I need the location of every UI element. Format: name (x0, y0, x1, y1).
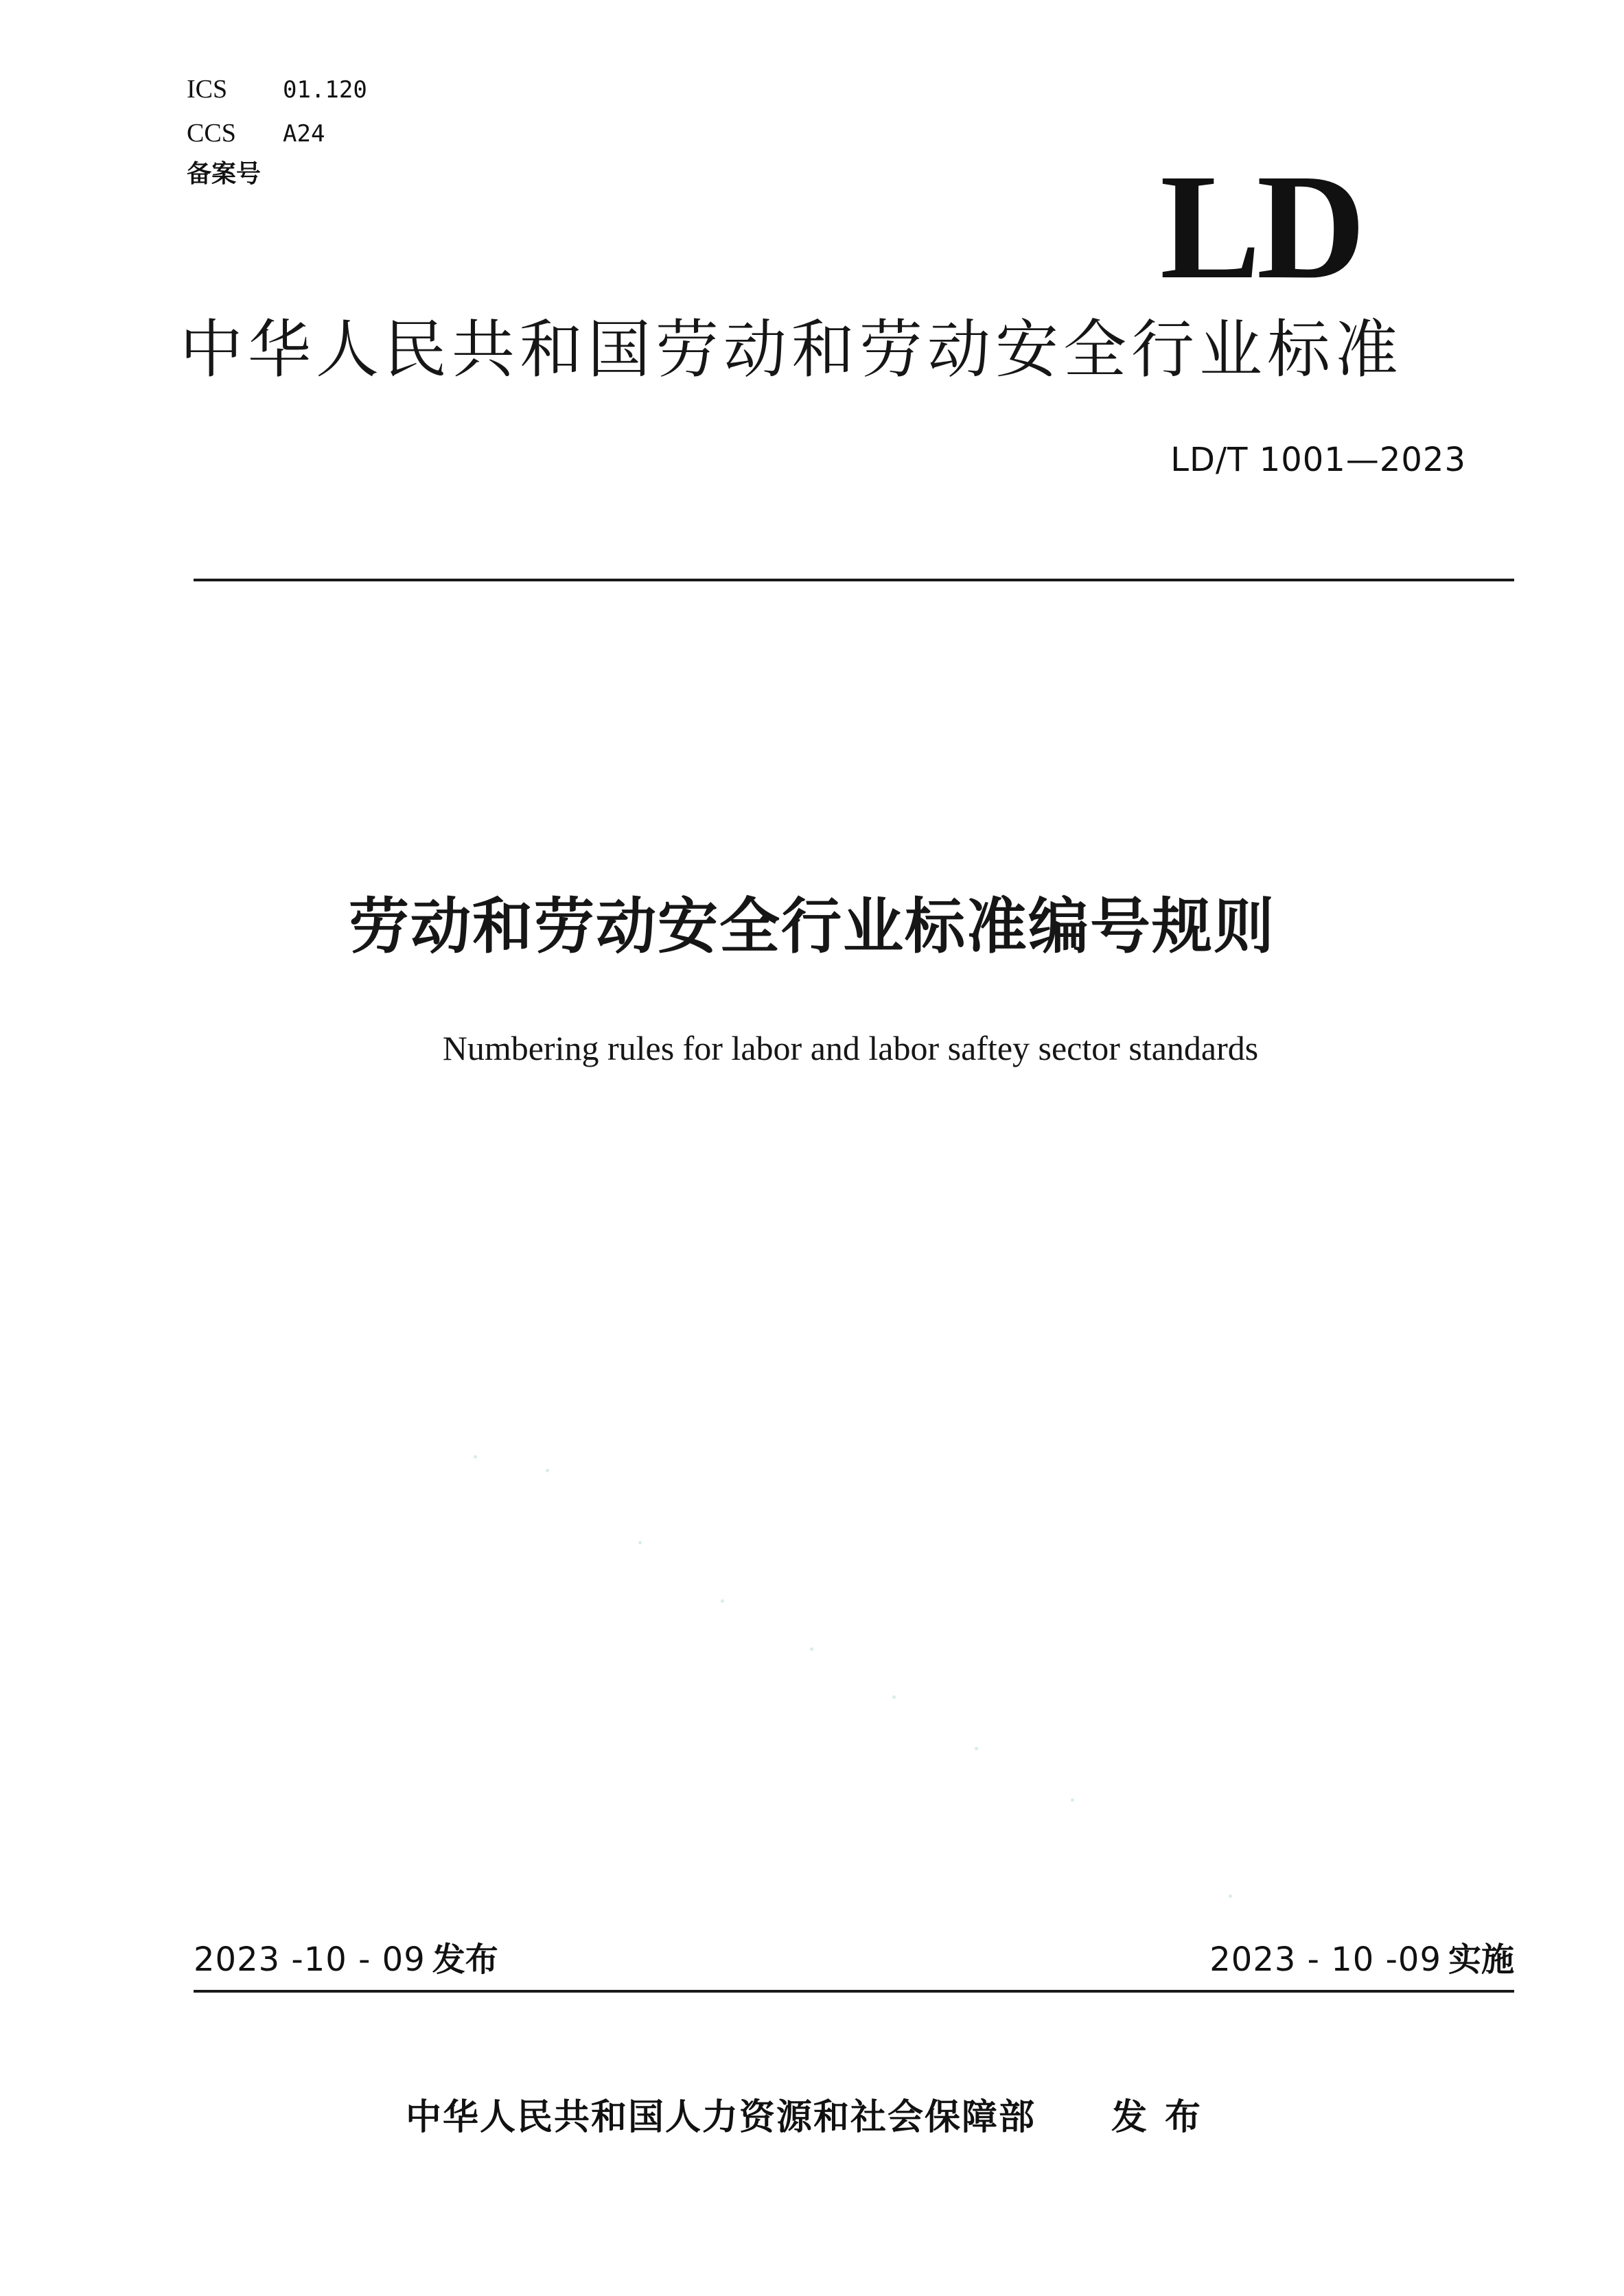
scan-speck (892, 1695, 896, 1699)
top-divider (194, 579, 1514, 581)
scan-speck (638, 1541, 642, 1544)
issuer-line (0, 2094, 1624, 2142)
issuer-action: 发布 (1111, 2097, 1219, 2138)
scan-speck (1229, 1894, 1232, 1898)
filing-number-label: 备案号 (187, 160, 262, 188)
implementation-date-label: 实施 (1448, 1940, 1514, 1979)
scan-speck (474, 1455, 477, 1459)
standard-number: LD/T 1001—2023 (1170, 441, 1466, 479)
scan-speck (810, 1647, 813, 1651)
ics-value: 01.120 (283, 76, 367, 104)
document-title-english-text: Numbering rules for labor and labor saftey sector standards (442, 1029, 1259, 1067)
ccs-row (187, 118, 325, 149)
bottom-divider (194, 1990, 1514, 1993)
issue-date-label: 发布 (432, 1940, 498, 1979)
document-title-english (0, 1026, 1624, 1070)
ics-label: ICS (187, 75, 228, 104)
ccs-label: CCS (187, 119, 236, 148)
issue-date: 2023 -10 - 09 (194, 1940, 426, 1979)
ld-logo: LD (1160, 143, 1362, 310)
scan-speck (546, 1469, 549, 1472)
issuer-name: 中华人民共和国人力资源和社会保障部 (405, 2097, 1036, 2138)
sector-standard-heading: 中华人民共和国劳动和劳动安全行业标准 (180, 313, 1404, 386)
scan-speck (1071, 1798, 1074, 1802)
scan-speck (975, 1747, 978, 1750)
ics-row (187, 74, 367, 105)
scan-speck (721, 1599, 724, 1603)
ccs-value: A24 (283, 120, 325, 148)
issue-date-block (194, 1939, 498, 1980)
implementation-date-block (1209, 1939, 1514, 1980)
implementation-date: 2023 - 10 -09 (1209, 1940, 1441, 1979)
document-title-chinese: 劳动和劳动安全行业标准编号规则 (348, 891, 1275, 962)
